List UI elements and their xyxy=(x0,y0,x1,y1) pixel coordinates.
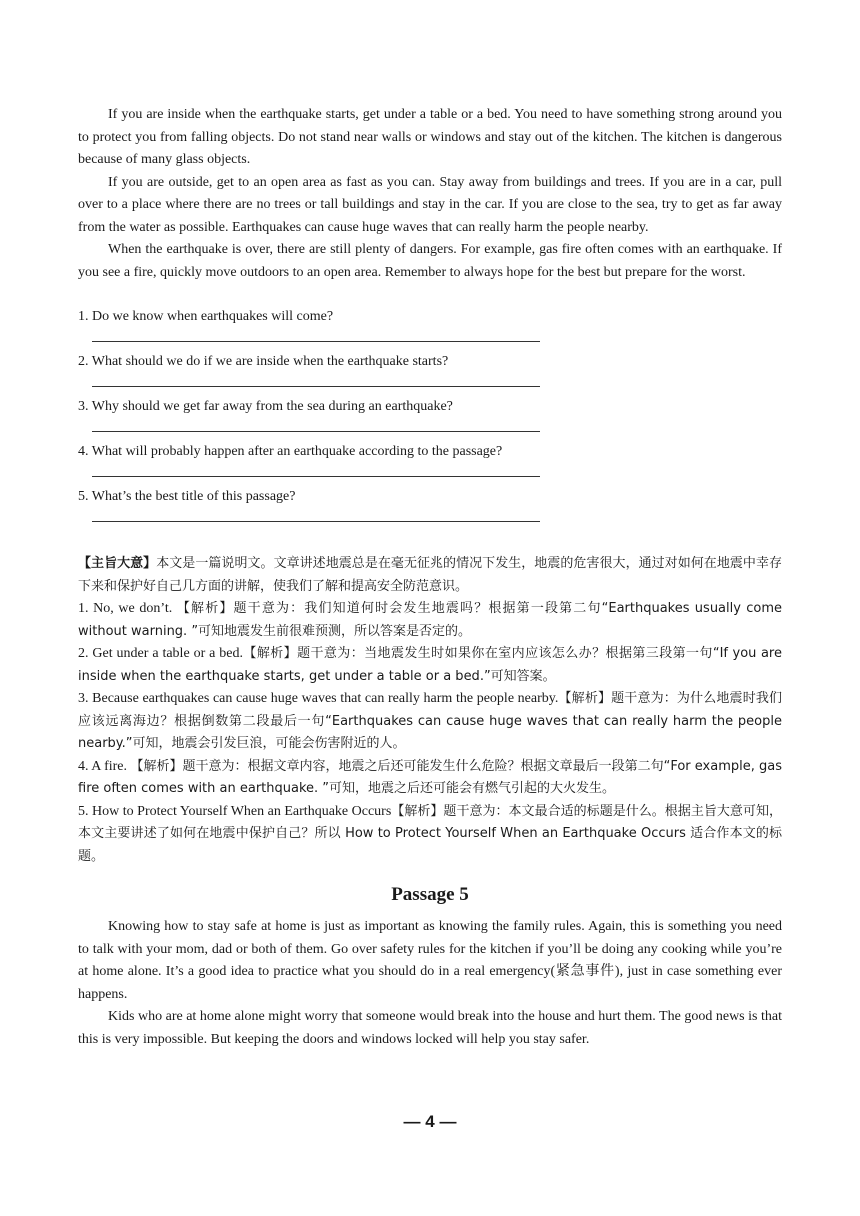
question: 3. Why should we get far away from the sea during an earthquake? xyxy=(78,399,453,414)
answer-item xyxy=(78,688,782,756)
explain-text: 题干意为：为什么地震时我们应该远离海边？根据倒数第二段最后一句“Earthquakes can cause huge waves that can really harm the people nearby.”可知，地震会引发巨浪，可能会伤害附近的人。 xyxy=(78,691,782,751)
explain-tag: 【解析】 xyxy=(130,758,183,774)
explain-tag: 【解析】 xyxy=(176,601,234,616)
answer-text: 5. How to Protect Yourself When an Earthquake Occurs xyxy=(78,803,392,819)
answer-text: 1. No, we don’t. xyxy=(78,601,177,616)
question: 5. What’s the best title of this passage? xyxy=(78,489,296,504)
passage-paragraph: When the earthquake is over, there are still plenty of dangers. For example, gas fire often comes with an earthquake. If you see a fire, quickly move outdoors to an open area. Remember to always hope for the best but prepare for the worst. xyxy=(78,242,782,280)
answer-line[interactable] xyxy=(92,329,782,352)
passage-paragraph: Knowing how to stay safe at home is just as important as knowing the family rules. Again, this is something you need to talk with your mom, dad or both of them. Go over safety rules for the kitchen if you’ll be doing any cooking while you’re at home alone. It’s a good idea to practice what you should do in a real emergency(紧急事件), just in case something ever happens. xyxy=(78,919,782,1002)
explain-tag: 【解析】 xyxy=(558,691,612,706)
answer-item xyxy=(78,756,782,801)
question: 2. What should we do if we are inside when the earthquake starts? xyxy=(78,354,449,369)
page-number: — 4 — xyxy=(403,1112,457,1131)
explain-text: 题干意为：我们知道何时会发生地震吗？根据第一段第二句“Earthquakes usually come without warning. ”可知地震发生前很难预测，所以答案是否定的。 xyxy=(78,601,782,639)
page-content xyxy=(78,104,782,1051)
explain-text: 题干意为：当地震发生时如果你在室内应该怎么办？根据第三段第一句“If you are inside when the earthquake starts, get under a table or a bed.”可知答案。 xyxy=(78,646,782,684)
question: 4. What will probably happen after an earthquake according to the passage? xyxy=(78,444,503,459)
answer-item xyxy=(78,643,782,688)
passage-paragraph: If you are outside, get to an open area as fast as you can. Stay away from buildings and trees. If you are in a car, pull over to a place where there are no trees or tall buildings and stay in the car. If you are close to the sea, try to get as far away from the water as possible. Earthquakes can cause huge waves that can really harm the people nearby. xyxy=(78,174,782,235)
passage-paragraph: Kids who are at home alone might worry that someone would break into the house and hurt them. The good news is that this is very impossible. But keeping the doors and windows locked will help you stay safer. xyxy=(78,1009,782,1047)
answer-line[interactable] xyxy=(92,374,782,397)
explain-tag: 【解析】 xyxy=(391,803,444,819)
answer-item xyxy=(78,801,782,869)
summary-text: 本文是一篇说明文。文章讲述地震总是在毫无征兆的情况下发生，地震的危害很大，通过对如何在地震中幸存下来和保护好自己几方面的讲解，使我们了解和提高安全防范意识。 xyxy=(78,556,782,594)
answer-text: 4. A fire. xyxy=(78,758,131,774)
question: 1. Do we know when earthquakes will come? xyxy=(78,309,334,324)
answer-line[interactable] xyxy=(92,419,782,442)
explain-text: 题干意为：根据文章内容，地震之后还可能发生什么危险？根据文章最后一段第二句“For example, gas fire often comes with an earthquake. ”可知，地震之后还可能会有燃气引起的大火发生。 xyxy=(78,758,782,796)
passage-paragraph: If you are inside when the earthquake starts, get under a table or a bed. You need to have something strong around you to protect you from falling objects. Do not stand near walls or windows and stay out of the kitchen. The kitchen is dangerous because of many glass objects. xyxy=(78,107,782,167)
passage-title: Passage 5 xyxy=(391,884,469,905)
answer-line[interactable] xyxy=(92,509,782,532)
answer-text: 2. Get under a table or a bed. xyxy=(78,646,243,661)
answer-text: 3. Because earthquakes can cause huge waves that can really harm the people nearby. xyxy=(78,691,559,706)
answer-line[interactable] xyxy=(92,464,782,487)
summary-tag: 【主旨大意】 xyxy=(78,556,157,571)
explain-tag: 【解析】 xyxy=(243,646,298,661)
answer-item xyxy=(78,598,782,643)
summary xyxy=(78,553,782,598)
explain-text: 题干意为：本文最合适的标题是什么。根据主旨大意可知，本文主要讲述了如何在地震中保护自己？所以 How to Protect Yourself When an Earthquake Occurs 适合作本文的标题。 xyxy=(78,803,782,864)
